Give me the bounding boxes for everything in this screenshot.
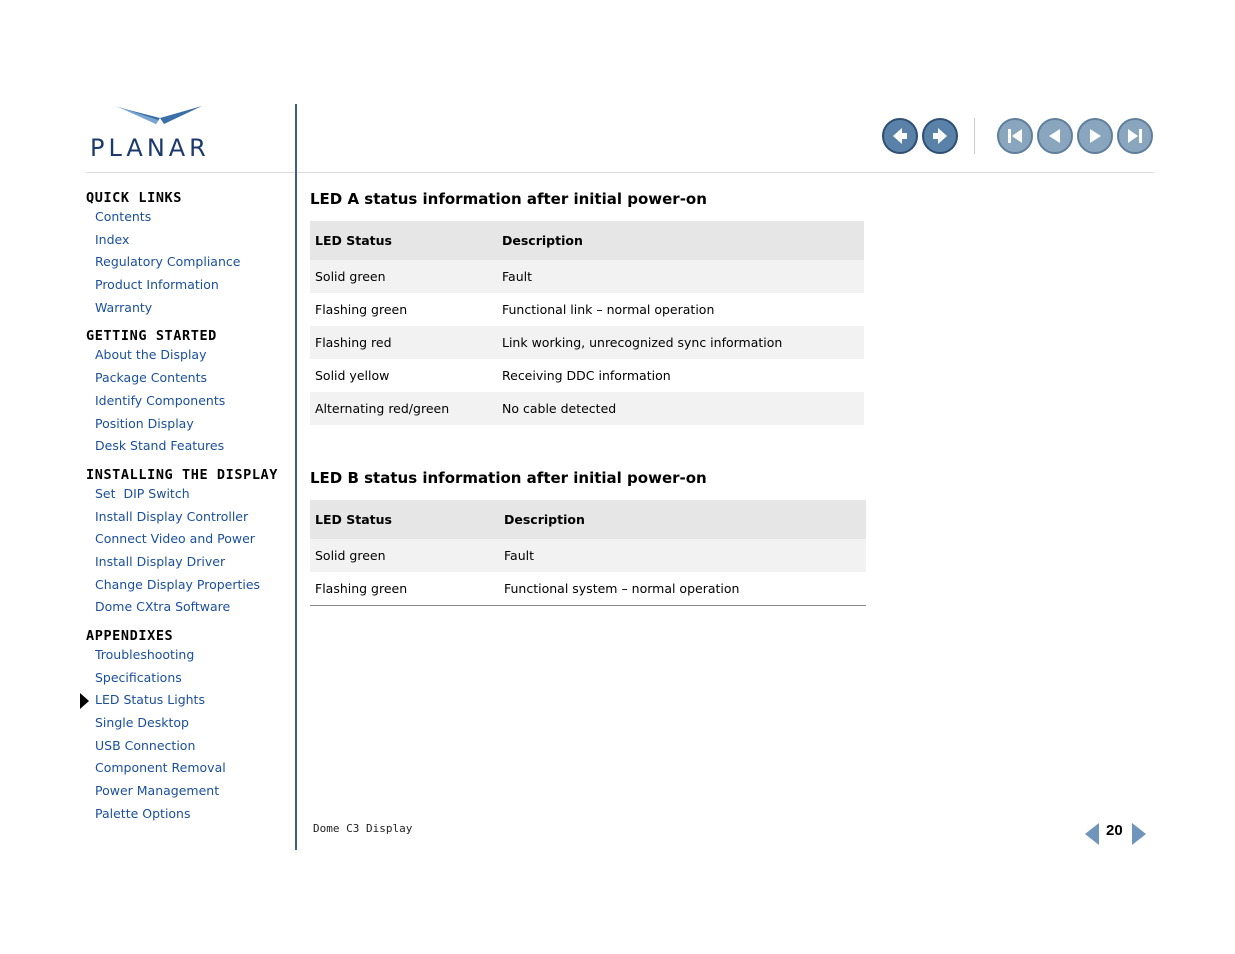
document-title: Dome C3 Display: [313, 822, 413, 835]
planar-logo: [88, 104, 238, 162]
led-status-cell: Solid yellow: [315, 368, 390, 383]
link-install-display-controller[interactable]: Install Display Controller: [95, 508, 249, 524]
last-page-button[interactable]: [1117, 118, 1153, 154]
next-page-icon: [1085, 126, 1105, 146]
link-usb-connection[interactable]: USB Connection: [95, 737, 196, 753]
appendixes-list: [95, 644, 291, 826]
description-cell: No cable detected: [502, 401, 617, 416]
logo-text: PLANAR: [90, 134, 210, 162]
table-header-row: [310, 500, 866, 539]
logo-mark-icon: [116, 104, 206, 128]
table-row: [310, 326, 864, 359]
link-regulatory-compliance[interactable]: Regulatory Compliance: [95, 254, 241, 270]
page-number: 20: [1106, 822, 1123, 839]
column-header: Description: [504, 512, 585, 527]
table-header-row: [310, 221, 864, 260]
table-row: [310, 572, 866, 605]
link-single-desktop[interactable]: Single Desktop: [95, 715, 189, 731]
header-divider: [86, 172, 1154, 173]
arrow-right-icon: [930, 126, 950, 146]
led-status-cell: Flashing red: [315, 335, 392, 350]
link-change-display-properties[interactable]: Change Display Properties: [95, 576, 261, 592]
led-status-cell: Alternating red/green: [315, 401, 450, 416]
link-package-contents[interactable]: Package Contents: [95, 370, 208, 386]
description-cell: Link working, unrecognized sync information: [502, 335, 783, 350]
arrow-left-icon: [890, 126, 910, 146]
back-button[interactable]: [882, 118, 918, 154]
table-row: [310, 359, 864, 392]
column-header: LED Status: [315, 233, 392, 248]
last-page-icon: [1125, 126, 1145, 146]
description-cell: Fault: [504, 548, 534, 563]
first-page-icon: [1005, 126, 1025, 146]
link-component-removal[interactable]: Component Removal: [95, 760, 226, 776]
triangle-left-icon: [1083, 822, 1101, 846]
description-cell: Fault: [502, 269, 532, 284]
first-page-button[interactable]: [997, 118, 1033, 154]
page-nav: [997, 118, 1153, 154]
section-getting-started: GETTING STARTED: [86, 328, 217, 345]
forward-button[interactable]: [922, 118, 958, 154]
led-b-table: [310, 500, 866, 606]
link-identify-components[interactable]: Identify Components: [95, 392, 226, 408]
table-row: [310, 293, 864, 326]
link-connect-video-power[interactable]: Connect Video and Power: [95, 531, 255, 547]
description-cell: Functional system – normal operation: [504, 580, 740, 596]
previous-page-button[interactable]: [1037, 118, 1073, 154]
section-appendixes: APPENDIXES: [86, 628, 174, 644]
nav-divider: [974, 118, 975, 154]
table-b-heading: LED B status information after initial power-on: [310, 469, 707, 487]
sidebar: [86, 190, 291, 826]
led-status-cell: Flashing green: [315, 302, 408, 317]
link-led-status-lights[interactable]: LED Status Lights: [95, 689, 291, 712]
description-cell: Functional link – normal operation: [502, 302, 715, 317]
triangle-right-icon: [1130, 822, 1148, 846]
link-about-display[interactable]: About the Display: [95, 347, 207, 363]
quick-links-list: [95, 206, 291, 319]
link-dome-cxtra-software[interactable]: Dome CXtra Software: [95, 599, 231, 615]
previous-page-icon: [1045, 126, 1065, 146]
link-specifications[interactable]: Specifications: [95, 669, 182, 685]
led-status-cell: Solid green: [315, 269, 386, 284]
getting-started-list: [95, 344, 291, 457]
column-header: LED Status: [315, 512, 392, 527]
link-contents[interactable]: Contents: [95, 209, 152, 224]
link-position-display[interactable]: Position Display: [95, 415, 194, 431]
link-palette-options[interactable]: Palette Options: [95, 805, 191, 821]
footer-prev-page-button[interactable]: [1083, 822, 1101, 851]
installing-list: [95, 483, 291, 619]
table-row: [310, 392, 864, 425]
link-desk-stand-features[interactable]: Desk Stand Features: [95, 438, 225, 454]
led-status-cell: Solid green: [315, 548, 386, 563]
footer-next-page-button[interactable]: [1130, 822, 1148, 851]
link-warranty[interactable]: Warranty: [95, 299, 153, 315]
sidebar-divider: [295, 104, 297, 850]
led-a-table: [310, 221, 864, 425]
section-quick-links: QUICK LINKS: [86, 190, 183, 206]
column-header: Description: [502, 233, 583, 248]
table-a-heading: LED A status information after initial power-on: [310, 190, 707, 208]
led-status-cell: Flashing green: [315, 580, 408, 596]
history-nav: [882, 118, 958, 154]
section-installing-display: INSTALLING THE DISPLAY: [86, 466, 279, 483]
link-install-display-driver[interactable]: Install Display Driver: [95, 553, 226, 569]
next-page-button[interactable]: [1077, 118, 1113, 154]
link-product-information[interactable]: Product Information: [95, 277, 219, 293]
link-set-dip-switch[interactable]: Set DIP Switch: [95, 485, 190, 501]
table-row: [310, 260, 864, 293]
table-row: [310, 539, 866, 572]
link-power-management[interactable]: Power Management: [95, 783, 220, 799]
description-cell: Receiving DDC information: [502, 368, 671, 383]
link-index[interactable]: Index: [95, 231, 130, 247]
link-troubleshooting[interactable]: Troubleshooting: [95, 647, 195, 662]
